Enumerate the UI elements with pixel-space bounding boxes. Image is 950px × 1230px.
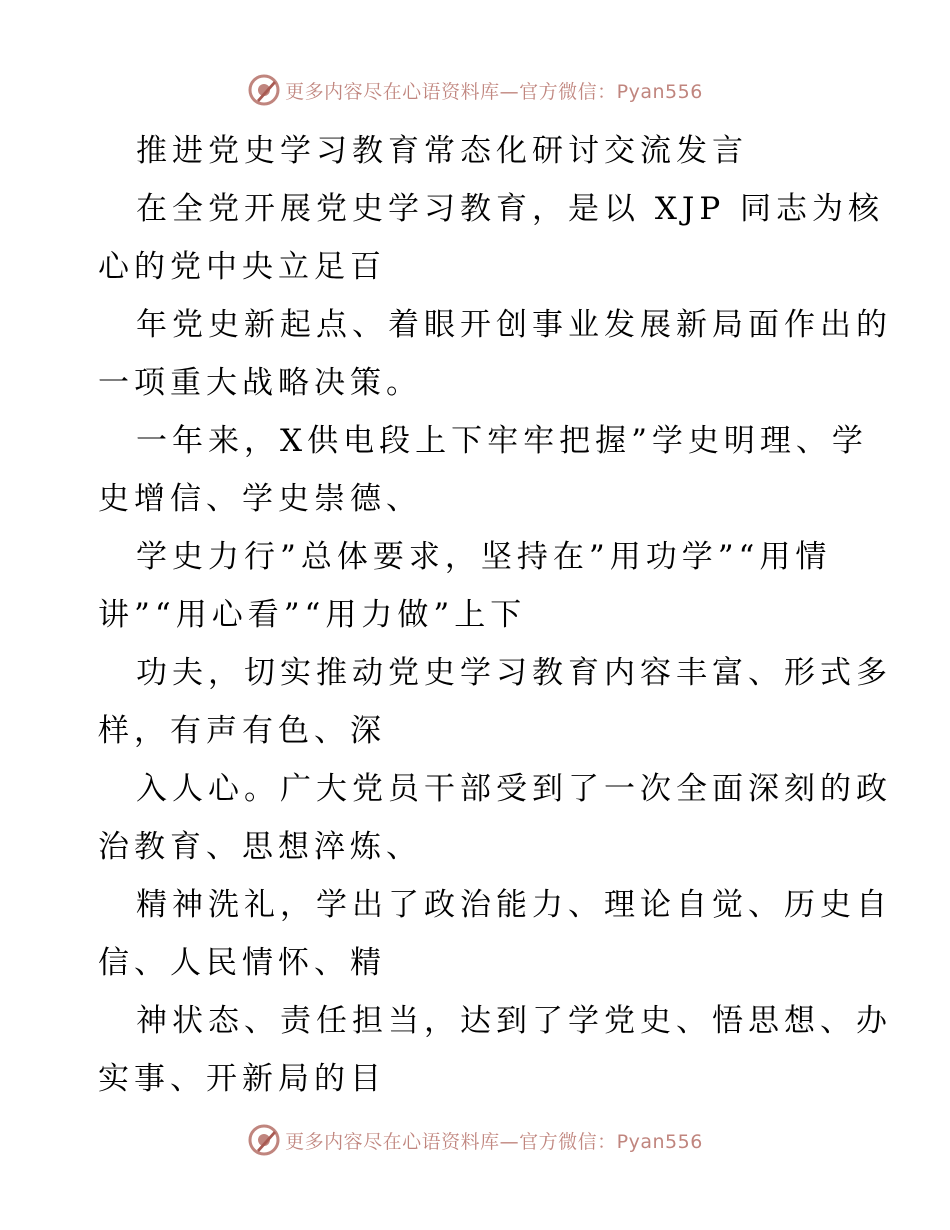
text-line: 一项重大战略决策。 [98,365,422,401]
text-line: 治教育、思想淬炼、 [98,829,422,865]
footer-banner [0,1120,950,1160]
text-line: 讲”“用心看”“用力做”上下 [98,597,527,633]
document-title: 推进党史学习教育常态化研讨交流发言 [136,133,748,169]
text-line: 一年来，X供电段上下牢牢把握”学史明理、学 [136,423,868,459]
text-line: 入人心。广大党员干部受到了一次全面深刻的政 [136,771,892,807]
pen-logo-icon [247,73,281,107]
header-banner [0,70,950,110]
banner-text: 更多内容尽在心语资料库—官方微信：Pyan556 [285,1130,703,1153]
text-line: 信、人民情怀、精 [98,945,386,981]
text-line: 年党史新起点、着眼开创事业发展新局面作出的 [136,307,892,343]
text-line: 实事、开新局的目 [98,1061,386,1097]
pen-logo-icon [247,1123,281,1157]
text-line: 学史力行”总体要求，坚持在”用功学”“用情 [136,539,832,575]
text-line: 史增信、学史崇德、 [98,481,422,517]
text-line: 神状态、责任担当，达到了学党史、悟思想、办 [136,1003,892,1039]
text-line: 样，有声有色、深 [98,713,386,749]
text-line: 精神洗礼，学出了政治能力、理论自觉、历史自 [136,887,892,923]
text-line: 在全党开展党史学习教育，是以 XJP 同志为核 [136,191,885,227]
banner-text: 更多内容尽在心语资料库—官方微信：Pyan556 [285,80,703,103]
text-line: 功夫，切实推动党史学习教育内容丰富、形式多 [136,655,892,691]
text-line: 心的党中央立足百 [98,249,386,285]
